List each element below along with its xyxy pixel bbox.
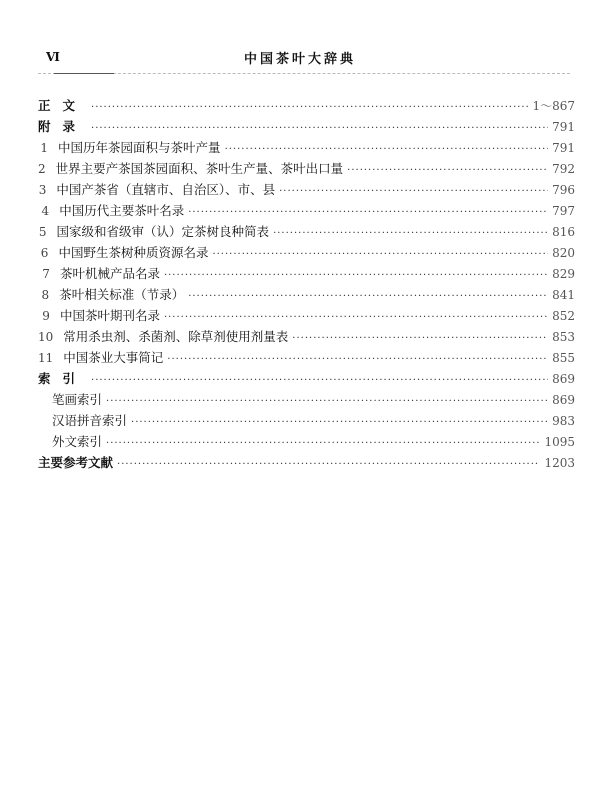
toc-entry-appendix-item[interactable] — [38, 222, 575, 243]
toc-label: 中国野生茶树种质资源名录 — [58, 245, 209, 260]
toc-label: 附录 — [38, 119, 88, 134]
toc-entry-index[interactable] — [38, 369, 575, 390]
dot-leader — [91, 375, 548, 386]
toc-label: 茶叶相关标准（节录） — [59, 287, 185, 302]
dot-leader — [188, 207, 548, 218]
table-of-contents — [38, 96, 575, 474]
toc-page: 1203 — [544, 456, 575, 470]
toc-entry-references[interactable] — [38, 453, 575, 474]
dot-leader — [106, 438, 540, 449]
toc-entry-appendix-item[interactable] — [38, 180, 575, 201]
dot-leader — [106, 396, 548, 407]
toc-entry-appendix-item[interactable] — [38, 201, 575, 222]
toc-item-number: 7 — [42, 267, 50, 281]
dot-leader — [273, 228, 548, 239]
dot-leader — [212, 249, 548, 260]
dot-leader — [131, 417, 548, 428]
toc-entry-index-item[interactable] — [38, 411, 575, 432]
toc-item-number: 4 — [41, 204, 50, 218]
toc-page: 791 — [552, 141, 575, 155]
toc-item-number: 3 — [38, 183, 47, 197]
toc-page: 852 — [552, 309, 575, 323]
toc-label: 世界主要产茶国茶园面积、茶叶生产量、茶叶出口量 — [55, 161, 344, 176]
toc-item-number: 9 — [42, 309, 50, 323]
toc-page: 816 — [552, 225, 575, 239]
toc-page: 841 — [552, 288, 575, 302]
toc-page: 797 — [552, 204, 575, 218]
toc-page: 796 — [552, 183, 575, 197]
header-rule — [38, 73, 570, 74]
toc-page: 869 — [552, 372, 575, 386]
toc-label: 常用杀虫剂、杀菌剂、除草剂使用剂量表 — [63, 329, 289, 344]
toc-label: 中国产茶省（直辖市、自治区）、市、县 — [56, 182, 276, 197]
dot-leader — [91, 123, 548, 134]
toc-page: 853 — [552, 330, 575, 344]
toc-entry-index-item[interactable] — [38, 432, 575, 453]
toc-entry-appendix-item[interactable] — [38, 306, 575, 327]
toc-label: 中国茶业大事简记 — [63, 350, 164, 365]
dot-leader — [347, 165, 548, 176]
dot-leader — [91, 102, 528, 113]
toc-label: 正文 — [38, 98, 88, 113]
toc-entry-appendix-item[interactable] — [38, 243, 575, 264]
toc-entry-appendix-item[interactable] — [38, 285, 575, 306]
toc-label: 汉语拼音索引 — [52, 413, 128, 428]
toc-label: 中国历代主要茶叶名录 — [59, 203, 185, 218]
toc-item-number: 5 — [38, 225, 47, 239]
toc-entry-appendix-item[interactable] — [38, 138, 575, 159]
toc-item-number: 8 — [41, 288, 50, 302]
toc-page: 1095 — [544, 435, 575, 449]
toc-label: 笔画索引 — [52, 392, 103, 407]
dot-leader — [279, 186, 548, 197]
toc-item-number: 2 — [38, 162, 46, 176]
toc-label: 国家级和省级审（认）定茶树良种简表 — [56, 224, 270, 239]
toc-entry-main-text[interactable] — [38, 96, 575, 117]
toc-label: 中国历年茶园面积与茶叶产量 — [58, 140, 221, 155]
toc-item-number: 1 — [40, 141, 49, 155]
toc-label: 外文索引 — [52, 434, 103, 449]
toc-entry-appendix-item[interactable] — [38, 327, 575, 348]
toc-label: 中国茶叶期刊名录 — [59, 308, 160, 323]
toc-page: 1～867 — [532, 99, 575, 113]
toc-item-number: 11 — [38, 351, 54, 365]
dot-leader — [164, 270, 548, 281]
dot-leader — [225, 144, 549, 155]
toc-page: 869 — [552, 393, 575, 407]
toc-page: 792 — [552, 162, 575, 176]
running-title: 中国茶叶大辞典 — [243, 52, 356, 67]
toc-label: 茶叶机械产品名录 — [59, 266, 160, 281]
dot-leader — [292, 333, 548, 344]
dot-leader — [117, 459, 540, 470]
page-number: VI — [46, 50, 59, 64]
toc-page: 820 — [552, 246, 575, 260]
toc-label: 主要参考文献 — [38, 455, 114, 470]
dot-leader — [164, 312, 548, 323]
dot-leader — [188, 291, 548, 302]
toc-page: 855 — [552, 351, 575, 365]
toc-page: 829 — [552, 267, 575, 281]
toc-item-number: 6 — [40, 246, 49, 260]
dot-leader — [167, 354, 548, 365]
toc-entry-appendix-item[interactable] — [38, 159, 575, 180]
toc-entry-appendix-item[interactable] — [38, 348, 575, 369]
toc-entry-appendix[interactable] — [38, 117, 575, 138]
toc-page: 983 — [552, 414, 575, 428]
toc-entry-appendix-item[interactable] — [38, 264, 575, 285]
toc-entry-index-item[interactable] — [38, 390, 575, 411]
toc-item-number: 10 — [38, 330, 54, 344]
toc-page: 791 — [552, 120, 575, 134]
toc-label: 索引 — [38, 371, 88, 386]
